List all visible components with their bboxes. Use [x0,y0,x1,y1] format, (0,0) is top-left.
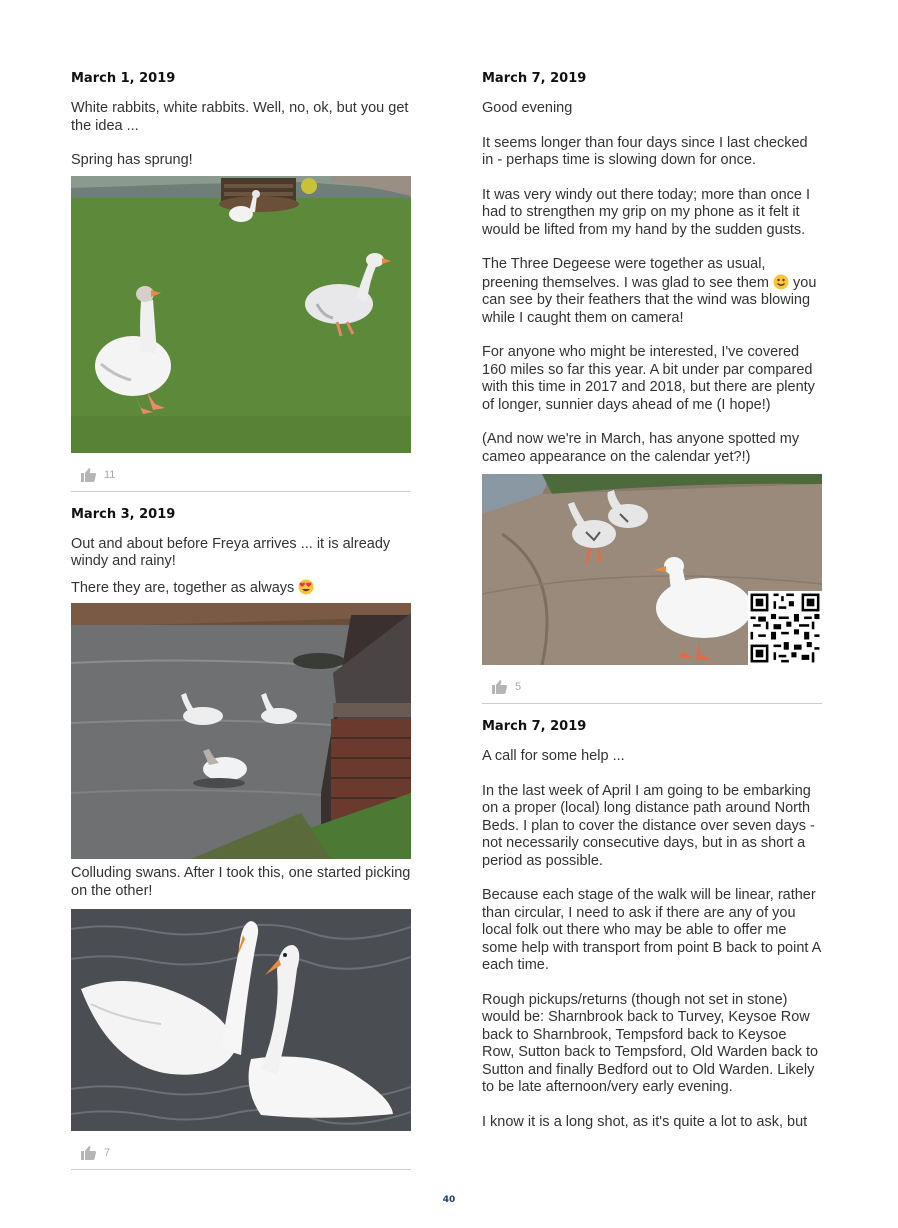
post-text: (And now we're in March, has anyone spotted my cameo appearance on the calendar yet?!) [482,431,800,465]
post-text: I know it is a long shot, as it's quite a lot to ask, but [482,1113,808,1130]
post-text-line: The Three Degeese were together as usual, preening themselves. I was glad to see them [482,256,769,291]
thumbs-up-icon[interactable] [492,680,507,694]
post-text-line: There they are, together as always [71,579,295,596]
post-date: March 7, 2019 [482,719,587,734]
post [71,70,411,492]
right-column [482,70,822,1148]
post-date: March 3, 2019 [71,506,176,522]
like-bar [71,1131,411,1170]
photo-with-qr [482,474,822,665]
smiley-emoji-icon [773,274,789,290]
page-number: 40 [442,1195,456,1205]
thumbs-up-icon[interactable] [81,468,96,482]
like-count: 11 [104,468,116,481]
geese-on-river-photo [71,603,411,859]
post-text: In the last week of April I am going to be embarking on a proper (local) long distance path around North Beds. I plan to cover the distance over seven days - not necessarily consecutive days, but in as short a period as possible. [482,782,815,869]
post-text-line: you can see by their feathers that the wind was blowing while I caught them on camera! [482,274,817,326]
like-count: 7 [104,1147,111,1159]
qr-code-icon [748,591,822,665]
post-text: Rough pickups/returns (though not set in stone) would be: Sharnbrook back to Turvey, Keysoe Row back to Sharnbrook, Tempsford back to Keysoe Row, Sutton back to Tempsford, Old Warden back to Sutton and finally Bedford out to Old Warden. Likely to be late afternoon/very early evening. [482,991,819,1095]
post-text: A call for some help ... [482,748,625,764]
post-text: Because each stage of the walk will be linear, rather than circular, I need to ask if there are any of you local folk out there who may be able to offer me some help with transport from point B back to point A each time. [482,887,821,973]
heart-eyes-emoji-icon [298,579,314,595]
like-bar [71,453,411,492]
post-date: March 1, 2019 [71,71,176,86]
post-text: For anyone who might be interested, I've covered 160 miles so far this year. A bit under par compared with this time in 2017 and 2018, but there are plenty of longer, sunnier days ahead of me (I hope!) [482,344,815,413]
post-text: It seems longer than four days since I last checked in - perhaps time is slowing down for once. [482,134,808,168]
post-date: March 7, 2019 [482,71,587,86]
post-text: Out and about before Freya arrives ... it is already windy and rainy! [71,535,391,569]
like-bar [482,665,822,704]
post [71,506,411,1171]
geese-on-grass-photo [71,176,411,453]
post [482,718,822,1131]
left-column [71,70,411,1184]
post-text [71,579,411,598]
post-text: It was very windy out there today; more than once I had to strengthen my grip on my phone as it felt it would be lifted from my hand by the sudden gusts. [482,186,811,238]
post-text: Spring has sprung! [71,152,193,168]
swans-photo [71,909,411,1131]
post-text [482,256,822,327]
post-text: White rabbits, white rabbits. Well, no, ok, but you get the idea ... [71,100,409,134]
thumbs-up-icon[interactable] [81,1146,96,1160]
photo-caption: Colluding swans. After I took this, one started picking on the other! [71,865,411,899]
post-text: Good evening [482,100,573,116]
post [482,70,822,704]
like-count: 5 [515,681,522,693]
